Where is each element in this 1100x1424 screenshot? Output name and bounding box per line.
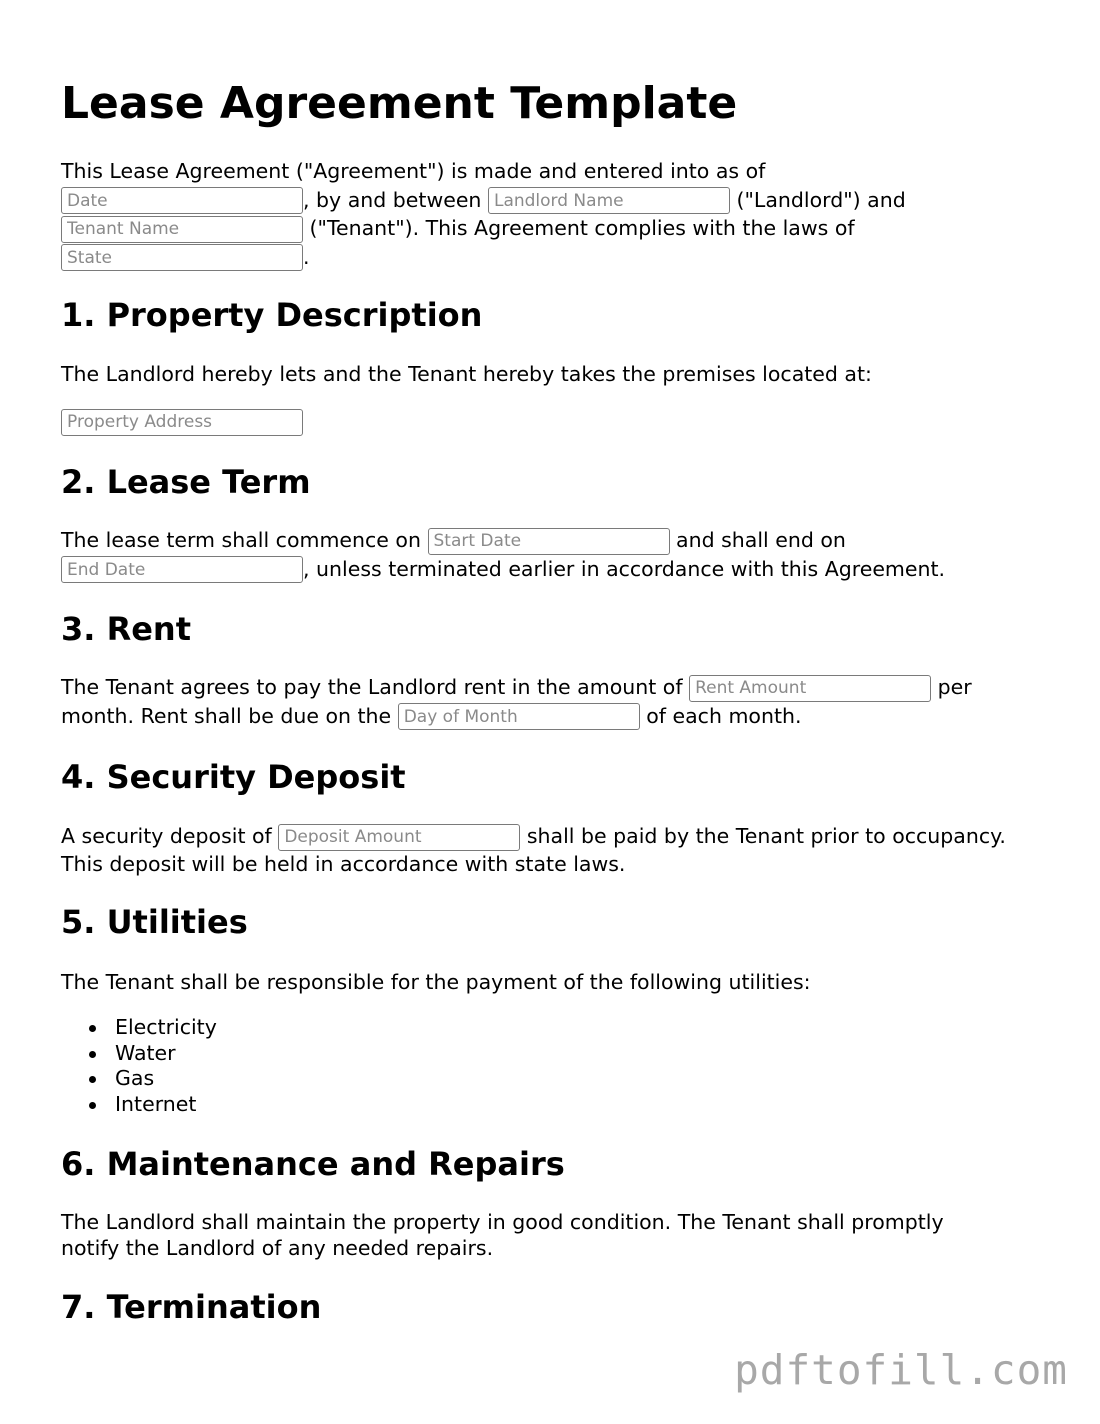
property-address-input[interactable] (61, 409, 303, 436)
start-date-input[interactable] (428, 528, 670, 555)
intro-paragraph (61, 157, 1051, 271)
lease-term-text-3: , unless terminated earlier in accordance with this Agreement. (303, 556, 946, 581)
utilities-heading: 5. Utilities (61, 903, 248, 941)
rent-text-3: of each month. (646, 703, 802, 728)
tenant-name-input[interactable] (61, 216, 303, 243)
bullet-icon (89, 1102, 96, 1109)
rent-text-2: per month. Rent shall be due on the (61, 675, 972, 728)
property-heading: 1. Property Description (61, 296, 483, 334)
termination-heading: 7. Termination (61, 1288, 322, 1326)
lease-term-text-2: and shall end on (676, 528, 846, 552)
property-address-row (61, 407, 1051, 436)
list-item-label: Internet (115, 1091, 197, 1116)
deposit-heading: 4. Security Deposit (61, 758, 406, 796)
intro-text-2: , by and between (303, 187, 482, 212)
landlord-name-input[interactable] (488, 187, 730, 214)
utilities-list (61, 1015, 217, 1117)
page-title: Lease Agreement Template (61, 78, 738, 129)
rent-heading: 3. Rent (61, 610, 191, 648)
property-text: The Landlord hereby lets and the Tenant hereby takes the premises located at: (61, 362, 872, 386)
lease-term-paragraph (61, 526, 1051, 583)
state-input[interactable] (61, 244, 303, 271)
utilities-text: The Tenant shall be responsible for the payment of the following utilities: (61, 970, 811, 994)
list-item-label: Water (115, 1040, 176, 1065)
list-item (61, 1066, 217, 1092)
rent-text-1: The Tenant agrees to pay the Landlord rent in the amount of (61, 675, 683, 699)
list-item-label: Electricity (115, 1015, 217, 1039)
deposit-text-1: A security deposit of (61, 824, 272, 848)
bullet-icon (89, 1025, 96, 1032)
intro-text-1: This Lease Agreement ("Agreement") is made and entered into as of (61, 159, 766, 183)
list-item (61, 1015, 217, 1041)
maintenance-text: The Landlord shall maintain the property in good condition. The Tenant shall promptly notify the Landlord of any needed repairs. (61, 1210, 944, 1260)
maintenance-heading: 6. Maintenance and Repairs (61, 1145, 565, 1183)
lease-term-heading: 2. Lease Term (61, 463, 311, 501)
intro-text-5: . (303, 244, 310, 269)
list-item (61, 1092, 217, 1118)
deposit-paragraph (61, 823, 1051, 877)
list-item-label: Gas (115, 1066, 155, 1090)
deposit-amount-input[interactable] (278, 824, 520, 851)
intro-text-4: ("Tenant"). This Agreement complies with the laws of (309, 216, 855, 240)
list-item (61, 1041, 217, 1067)
rent-day-input[interactable] (398, 703, 640, 730)
rent-amount-input[interactable] (689, 675, 931, 702)
watermark: pdftofill.com (734, 1346, 1068, 1394)
rent-paragraph (61, 673, 1051, 730)
bullet-icon (89, 1051, 96, 1058)
end-date-input[interactable] (61, 556, 303, 583)
lease-term-text-1: The lease term shall commence on (61, 528, 421, 552)
utilities-paragraph (61, 968, 1051, 997)
date-input[interactable] (61, 187, 303, 214)
deposit-text-2: shall be paid by the Tenant prior to occupancy. This deposit will be held in accordance with state laws. (61, 824, 1006, 876)
intro-text-3: ("Landlord") and (736, 187, 906, 212)
property-paragraph (61, 360, 1051, 389)
maintenance-paragraph (61, 1209, 1001, 1261)
bullet-icon (89, 1076, 96, 1083)
